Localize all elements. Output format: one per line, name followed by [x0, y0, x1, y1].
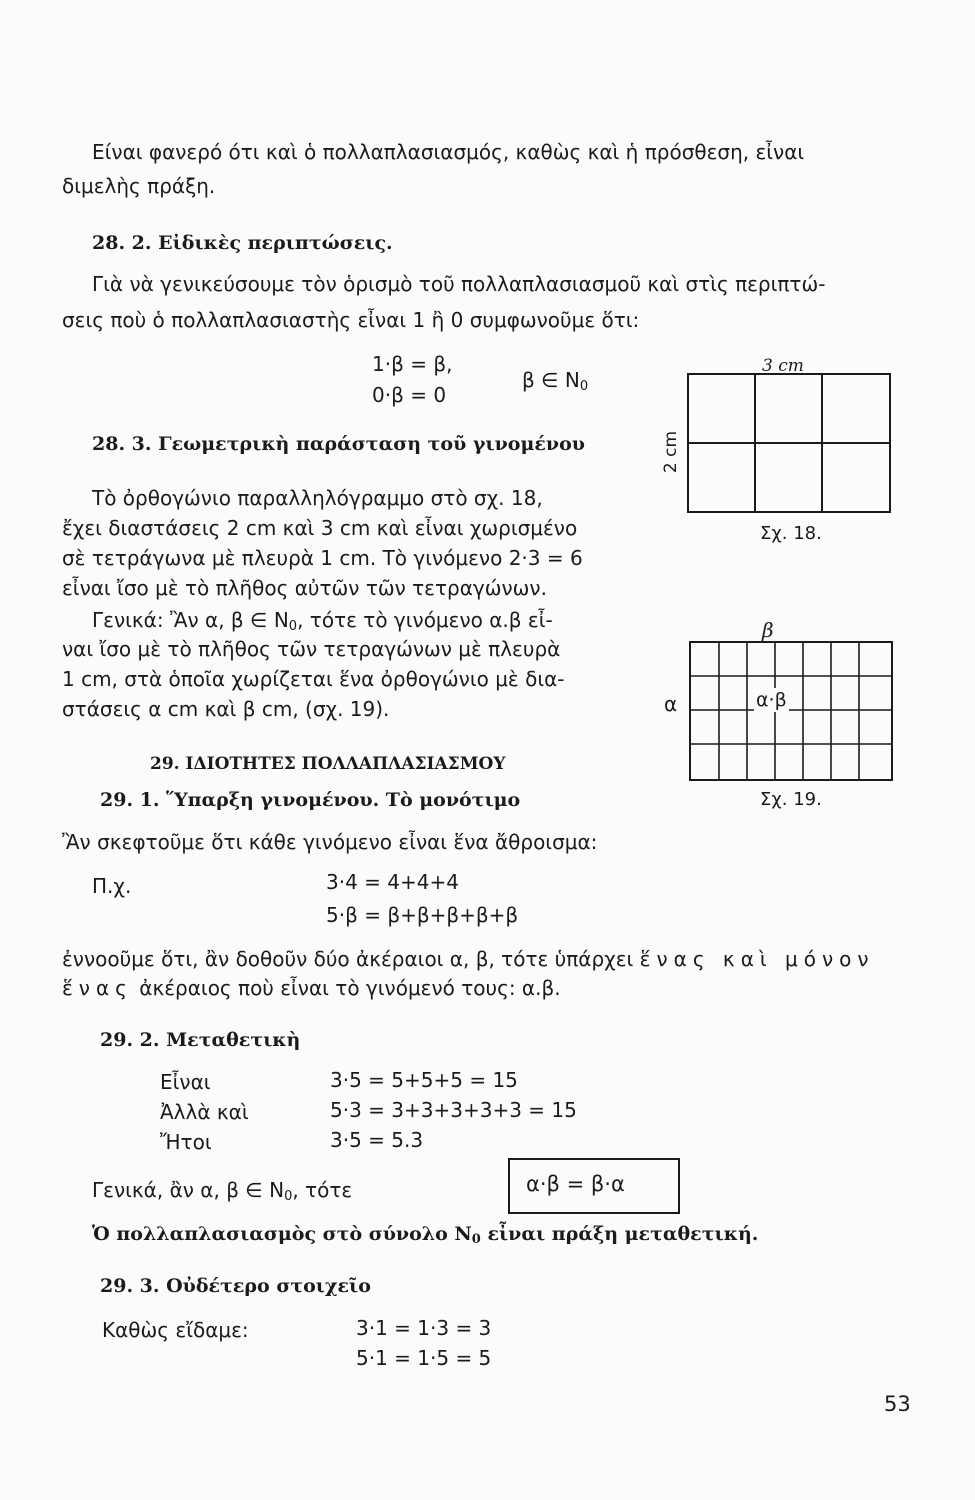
figure-19-top-label: β — [762, 618, 774, 642]
subsection-heading-29-2: 29. 2. Μεταθετικὴ — [100, 1029, 301, 1051]
figure-18-caption: Σχ. 18. — [760, 523, 822, 544]
paragraph-line: ἔχει διαστάσεις 2 cm καὶ 3 cm καὶ εἶναι χωρισμένο — [62, 516, 578, 540]
paragraph-line: ναι ἴσο μὲ τὸ πλῆθος τῶν τετραγώνων μὲ πλευρὰ — [62, 637, 561, 661]
figure-19-caption: Σχ. 19. — [760, 789, 822, 810]
conclusion-line: Ὁ πολλαπλασιασμὸς στὸ σύνολο $N_0$ εἶναι πράξη μεταθετική. — [92, 1223, 759, 1247]
page-number: 53 — [884, 1392, 911, 1416]
intro-line-1: Είναι φανερό ότι καὶ ὁ πολλαπλασιασμός, καθὼς καὶ ἡ πρόσθεση, εἶναι — [92, 140, 805, 164]
paragraph-line: ἕνας ἀκέραιος ποὺ εἶναι τὸ γινόμενό τους: α.β. — [62, 976, 561, 1000]
row-label: Καθὼς εἴδαμε: — [102, 1318, 249, 1342]
figure-18-top-label: 3 cm — [762, 356, 804, 376]
formula: 5·β = β+β+β+β+β — [326, 903, 519, 927]
paragraph-line: Ἂν σκεφτοῦμε ὅτι κάθε γινόμενο εἶναι ἕνα ἄθροισμα: — [62, 830, 598, 854]
intro-line-2: διμελὴς πράξη. — [62, 174, 216, 198]
paragraph-line: ἐννοοῦμε ὅτι, ἂν δοθοῦν δύο ἀκέραιοι α, β, τότε ὑπάρχει ἕνας καὶ μόνον — [62, 947, 875, 971]
commutative-law-formula: α·β = β·α — [526, 1172, 625, 1196]
formula: 3·4 = 4+4+4 — [326, 870, 459, 894]
figure-19-grid — [688, 640, 894, 782]
formula: 1·β = β, — [372, 352, 453, 376]
paragraph-line: Τὸ ὀρθογώνιο παραλληλόγραμμο στὸ σχ. 18, — [92, 486, 543, 510]
formula: 3·5 = 5+5+5 = 15 — [330, 1068, 518, 1092]
paragraph-line: σὲ τετράγωνα μὲ πλευρὰ 1 cm. Τὸ γινόμενο 2·3 = 6 — [62, 546, 583, 570]
paragraph-line: Γενικά: Ἂν α, β ∈ $N_0$, τότε τὸ γινόμενο α.β εἶ- — [92, 608, 553, 634]
paragraph-line: στάσεις α cm καὶ β cm, (σχ. 19). — [62, 697, 390, 721]
example-label: Π.χ. — [92, 874, 132, 898]
section-heading-28-3: 28. 3. Γεωμετρικὴ παράσταση τοῦ γινομένου — [92, 433, 585, 455]
paragraph-line: Γενικά, ἂν α, β ∈ $N_0$, τότε — [92, 1178, 353, 1204]
formula: 5·1 = 1·5 = 5 — [356, 1346, 492, 1370]
paragraph-line: Γιὰ νὰ γενικεύσουμε τὸν ὁρισμὸ τοῦ πολλαπλασιασμοῦ καὶ στὶς περιπτώ- — [92, 272, 826, 296]
subsection-heading-29-1: 29. 1. Ὕπαρξη γινομένου. Τὸ μονότιμο — [100, 789, 521, 811]
figure-19-side-label: α — [664, 692, 678, 716]
formula: 5·3 = 3+3+3+3+3 = 15 — [330, 1098, 577, 1122]
subsection-heading-29-3: 29. 3. Οὐδέτερο στοιχεῖο — [100, 1275, 371, 1297]
formula: 0·β = 0 — [372, 383, 447, 407]
row-label: Ἀλλὰ καὶ — [160, 1100, 249, 1124]
paragraph-line: εἶναι ἴσο μὲ τὸ πλῆθος αὐτῶν τῶν τετραγώνων. — [62, 576, 547, 600]
row-label: Ἤτοι — [160, 1130, 212, 1154]
paragraph-line: 1 cm, στὰ ὁποῖα χωρίζεται ἕνα ὀρθογώνιο μὲ δια- — [62, 667, 565, 691]
row-label: Εἶναι — [160, 1070, 211, 1094]
figure-18-grid — [686, 372, 892, 514]
formula: 3·5 = 5.3 — [330, 1128, 424, 1152]
section-heading-29: 29. ΙΔΙΟΤΗΤΕΣ ΠΟΛΛΑΠΛΑΣΙΑΣΜΟΥ — [150, 754, 506, 774]
figure-18-side-label: 2 cm — [661, 430, 682, 474]
section-heading-28-2: 28. 2. Εἰδικὲς περιπτώσεις. — [92, 232, 393, 254]
domain-formula: β ∈ $N_0$ — [522, 368, 589, 394]
formula: 3·1 = 1·3 = 3 — [356, 1316, 492, 1340]
figure-19-inner-label: α·β — [756, 689, 787, 711]
paragraph-line: σεις ποὺ ὁ πολλαπλασιαστὴς εἶναι 1 ἢ 0 συμφωνοῦμε ὅτι: — [62, 308, 640, 332]
